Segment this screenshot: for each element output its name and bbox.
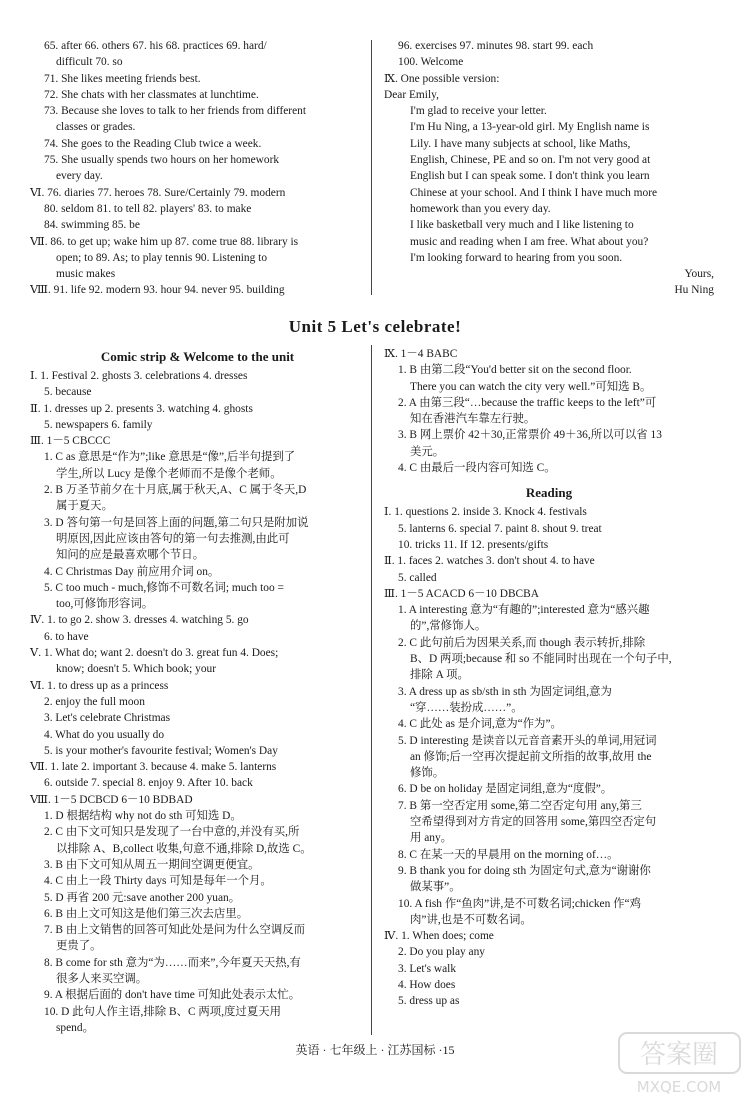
answer-line: I'm Hu Ning, a 13-year-old girl. My English name is (410, 121, 650, 134)
answer-line: English but I can speak some. I don't think you learn (410, 170, 650, 183)
answer-line: Ⅰ. 1. Festival 2. ghosts 3. celebrations 4. dresses (30, 370, 248, 382)
answer-line: 9. A 根据后面的 don't have time 可知此处表示太忙。 (44, 989, 301, 1002)
answer-line: 以排除 A、B,collect 收集,句意不通,排除 D,故选 C。 (56, 842, 312, 855)
answer-line: too,可修饰形容词。 (56, 598, 154, 611)
answer-line: 80. seldom 81. to tell 82. players' 83. to make (44, 202, 252, 215)
answer-line: 2. A 由第三段“…because the traffic keeps to the left”可 (398, 396, 657, 409)
answer-line: open; to 89. As; to play tennis 90. Listening to (56, 251, 268, 264)
answer-line: 5. D interesting 是读音以元音音素开头的单词,用冠词 (398, 734, 657, 747)
answer-line: 5. because (44, 386, 92, 399)
answer-line: 4. What do you usually do (44, 728, 165, 741)
answer-line: 4. C 此处 as 是介词,意为“作为”。 (398, 718, 562, 731)
watermark-text: 答案圈 (639, 1040, 719, 1070)
answer-line: 的”,常修饰人。 (410, 620, 487, 633)
answer-line: 4. C 由最后一段内容可知选 C。 (398, 462, 556, 475)
answer-line: 2. C 由下文可知只是发现了一台中意的,并没有买,所 (44, 826, 300, 839)
answer-line: 100. Welcome (398, 56, 464, 69)
unit-title: Unit 5 Let's celebrate! (288, 317, 462, 336)
answer-line: 很多人来买空调。 (56, 972, 148, 985)
answer-line: 2. Do you play any (398, 946, 485, 959)
answer-line: 3. A dress up as sb/sth in sth 为固定词组,意为 (398, 685, 612, 698)
answer-line: 5. newspapers 6. family (44, 418, 153, 431)
answer-line: 8. B come for sth 意为“为……而来”,今年夏天天热,有 (44, 956, 301, 969)
section-heading-comic: Comic strip & Welcome to the unit (100, 349, 295, 364)
answer-line: 肉”讲,也是不可数名词。 (410, 913, 532, 926)
answer-line: 知在香港汽车靠左行驶。 (410, 413, 536, 426)
answer-line: 10. A fish 作“鱼肉”讲,是不可数名词;chicken 作“鸡 (398, 897, 641, 910)
answer-line: 6. outside 7. special 8. enjoy 9. After 10. back (44, 777, 253, 790)
answer-line: an 修饰;后一空再次提起前文所指的故事,故用 the (410, 750, 652, 763)
answer-line: B、D 两项;because 和 so 不能同时出现在一个句子中, (410, 653, 672, 666)
answer-line: music makes (56, 268, 116, 281)
answer-line: 7. B 由上文销售的回答可知此处是问为什么空调反而 (44, 924, 306, 937)
answer-line: 2. enjoy the full moon (44, 695, 145, 708)
answer-line: 3. Let's celebrate Christmas (44, 712, 171, 725)
answer-line: classes or grades. (56, 121, 136, 134)
watermark-logo (617, 1029, 742, 1099)
answer-line: 做某事”。 (410, 881, 461, 894)
answer-line: 7. B 第一空否定用 some,第二空否定句用 any,第三 (398, 799, 642, 812)
answer-line: 1. B 由第二段“You'd better sit on the second floor. (398, 364, 632, 377)
answer-line: Ⅲ. 1－5 CBCCC (30, 435, 111, 448)
answer-line: 72. She chats with her classmates at lunchtime. (44, 88, 259, 101)
answer-line: Ⅱ. 1. dresses up 2. presents 3. watching 4. ghosts (30, 402, 253, 415)
answer-line: Hu Ning (674, 284, 714, 297)
answer-line: Lily. I have many subjects at school, like Maths, (410, 137, 631, 150)
answer-line: 9. B thank you for doing sth 为固定句式,意为“谢谢你 (398, 864, 651, 877)
answer-line: Ⅸ. One possible version: (384, 72, 500, 85)
answer-line: 4. C 由上一段 Thirty days 可知是每年一个月。 (44, 875, 272, 888)
answer-line: Ⅷ. 91. life 92. modern 93. hour 94. never 95. building (30, 284, 285, 297)
answer-line: 5. dress up as (398, 995, 460, 1008)
answer-line: 6. D be on holiday 是固定词组,意为“度假”。 (398, 783, 613, 796)
answer-line: “穿……装扮成……”。 (410, 701, 523, 714)
answer-line: 1. C as 意思是“作为”;like 意思是“像”,后半句提到了 (44, 451, 296, 464)
answer-line: There you can watch the city very well.”可知选 B。 (410, 380, 652, 393)
answer-line: Ⅳ. 1. to go 2. show 3. dresses 4. watching 5. go (30, 614, 249, 627)
answer-line: 美元。 (410, 445, 445, 458)
top-left-column (30, 38, 365, 299)
answer-line: Chinese at your school. And I think I have much more (410, 186, 658, 199)
answer-line: Ⅳ. 1. When does; come (384, 930, 494, 943)
answer-line: Ⅸ. 1－4 BABC (384, 348, 458, 360)
column-divider (371, 40, 372, 295)
answer-line: 3. B 网上票价 42＋30,正常票价 49＋36,所以可以省 13 (398, 429, 662, 442)
answer-line: 4. How does (398, 978, 456, 991)
answer-line: 更贵了。 (56, 940, 102, 953)
answer-line: 1. A interesting 意为“有趣的”;interested 意为“感兴趣 (398, 604, 650, 617)
answer-line: Ⅶ. 1. late 2. important 3. because 4. make 5. lanterns (30, 761, 277, 774)
answer-line: 修饰。 (410, 767, 445, 780)
answer-line: 5. called (398, 571, 437, 584)
answer-line: 6. to have (44, 630, 89, 643)
answer-line: Ⅵ. 76. diaries 77. heroes 78. Sure/Certainly 79. modern (30, 186, 286, 199)
lower-left-column (30, 346, 365, 1036)
answer-line: I'm looking forward to hearing from you soon. (410, 251, 623, 264)
answer-line: Ⅲ. 1－5 ACACD 6－10 DBCBA (384, 587, 539, 600)
answer-line: difficult 70. so (56, 56, 123, 69)
answer-line: 6. B 由上文可知这是他们第三次去店里。 (44, 907, 249, 920)
answer-line: 5. lanterns 6. special 7. paint 8. shout 9. treat (398, 522, 602, 535)
answer-line: 明原因,因此应该由答句的第一句去推测,由此可 (56, 532, 290, 545)
answer-line: every day. (56, 170, 103, 183)
section-heading-reading: Reading (525, 485, 573, 501)
answer-line: I like basketball very much and I like listening to (410, 219, 634, 232)
answer-line: Ⅶ. 86. to get up; wake him up 87. come true 88. library is (30, 235, 299, 248)
answer-line: 71. She likes meeting friends best. (44, 72, 201, 85)
answer-line: Ⅷ. 1－5 DCBCD 6－10 BDBAD (30, 793, 193, 806)
answer-line: 3. D 答句第一句是回答上面的问题,第二句只是附加说 (44, 516, 309, 529)
watermark-url: MXQE.COM (636, 1078, 722, 1096)
answer-line: 2. C 此句前后为因果关系,而 though 表示转折,排除 (398, 636, 646, 649)
answer-line: 84. swimming 85. be (44, 219, 140, 232)
answer-line: 75. She usually spends two hours on her homework (44, 154, 280, 167)
answer-line: 96. exercises 97. minutes 98. start 99. each (398, 40, 594, 52)
answer-line: 知问的应是最喜欢哪个节日。 (56, 549, 205, 562)
answer-line: English, Chinese, PE and so on. I'm not very good at (410, 154, 651, 167)
answer-line: Yours, (684, 268, 714, 281)
answer-line: homework than you every day. (410, 202, 551, 215)
answer-line: Ⅰ. 1. questions 2. inside 3. Knock 4. festivals (384, 506, 587, 519)
answer-line: 5. is your mother's favourite festival; Women's Day (44, 744, 278, 757)
answer-line: know; doesn't 5. Which book; your (56, 663, 217, 676)
answer-line: 排除 A 项。 (410, 669, 469, 682)
answer-line: I'm glad to receive your letter. (410, 105, 547, 118)
answer-line: Ⅵ. 1. to dress up as a princess (30, 679, 169, 692)
answer-line: music and reading when I am free. What about you? (410, 235, 649, 248)
answer-line: 用 any。 (410, 832, 453, 845)
answer-line: Dear Emily, (384, 88, 439, 101)
answer-line: 5. D 再省 200 元:save another 200 yuan。 (44, 891, 241, 904)
answer-line: 5. C too much - much,修饰不可数名词; much too = (44, 581, 284, 594)
page-footer: 英语 · 七年级上 · 江苏国标 ·15 (295, 1043, 455, 1057)
answer-line: Ⅴ. 1. What do; want 2. doesn't do 3. great fun 4. Does; (30, 647, 279, 660)
answer-line: 空希望得到对方肯定的回答用 some,第四空否定句 (410, 816, 657, 829)
answer-line: spend。 (56, 1021, 94, 1034)
answer-line: 74. She goes to the Reading Club twice a week. (44, 137, 262, 150)
answer-line: 属于夏天。 (56, 500, 113, 513)
answer-line: 73. Because she loves to talk to her friends from different (44, 105, 307, 118)
answer-line: 3. Let's walk (398, 962, 457, 975)
column-divider-lower (371, 345, 372, 1035)
answer-line: 4. C Christmas Day 前应用介词 on。 (44, 565, 220, 578)
answer-line: 1. D 根据结构 why not do sth 可知选 D。 (44, 810, 242, 823)
answer-line: Ⅱ. 1. faces 2. watches 3. don't shout 4. to have (384, 555, 595, 568)
answer-line: 3. B 由下文可知从周五一期间空调更便宜。 (44, 858, 260, 871)
answer-line: 10. tricks 11. If 12. presents/gifts (398, 538, 549, 551)
answer-line: 65. after 66. others 67. his 68. practices 69. hard/ (44, 40, 267, 52)
answer-line: 学生,所以 Lucy 是像个老师而不是像个老师。 (56, 467, 282, 480)
answer-line: 10. D 此句人作主语,排除 B、C 两项,度过夏天用 (44, 1005, 281, 1018)
lower-right-column (384, 346, 714, 1010)
answer-line: 8. C 在某一天的早晨用 on the morning of…。 (398, 848, 619, 861)
answer-line: 2. B 万圣节前夕在十月底,属于秋天,A、C 属于冬天,D (44, 484, 307, 497)
top-right-column (384, 38, 714, 299)
